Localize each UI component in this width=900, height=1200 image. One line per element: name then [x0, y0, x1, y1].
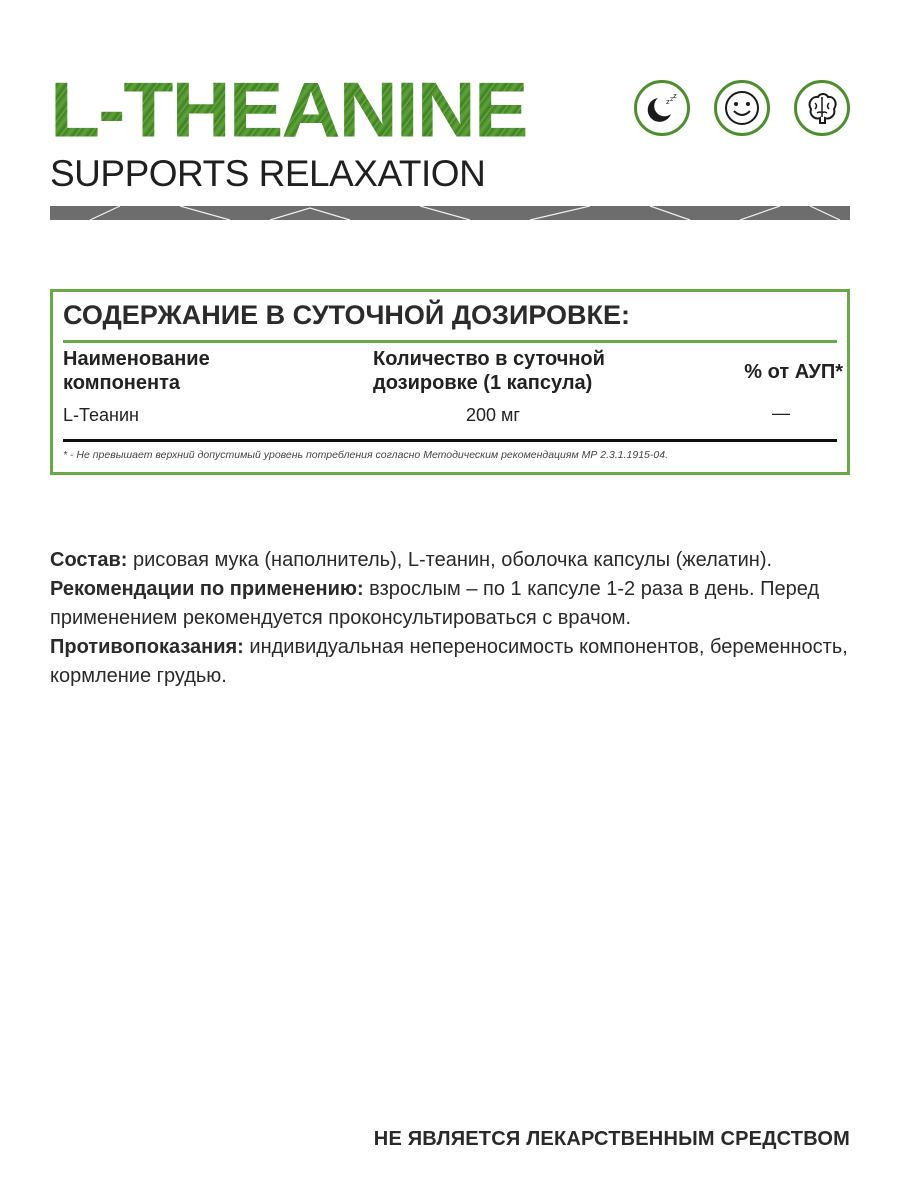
contraindications-label: Противопоказания:: [50, 636, 244, 658]
footnote: * - Не превышает верхний допустимый уровень потребления согласно Методическим рекомендациям МР 2.3.1.1915-04.: [63, 449, 668, 461]
ingredients-text: рисовая мука (наполнитель), L-теанин, оболочка капсулы (желатин).: [132, 549, 773, 571]
title-divider: [63, 340, 837, 343]
row-percent: —: [772, 403, 790, 423]
benefit-icons: [634, 80, 850, 136]
svg-text:z: z: [673, 92, 677, 100]
dosage-panel-title: СОДЕРЖАНИЕ В СУТОЧНОЙ ДОЗИРОВКЕ:: [63, 300, 631, 330]
brain-icon: [794, 80, 850, 136]
table-bottom-divider: [63, 439, 837, 442]
contraindications-text: индивидуальная непереносимость компонентов, беременность, кормление грудью.: [50, 636, 848, 687]
row-amount: 200 мг: [466, 405, 520, 425]
column-header-amount: Количество в суточной дозировке (1 капсула): [373, 348, 605, 394]
usage-paragraph: [50, 575, 850, 633]
composition-section: [50, 546, 850, 691]
dosage-panel: [50, 289, 850, 475]
header: [50, 60, 850, 220]
ingredients-label: Состав:: [50, 549, 128, 571]
row-component: L-Теанин: [63, 405, 139, 425]
column-header-component: Наименование компонента: [63, 348, 210, 394]
ingredients-paragraph: [50, 546, 850, 575]
column-header-percent: % от АУП*: [744, 361, 843, 383]
not-medicine-note: НЕ ЯВЛЯЕТСЯ ЛЕКАРСТВЕННЫМ СРЕДСТВОМ: [373, 1128, 850, 1150]
contraindications-paragraph: [50, 633, 850, 691]
svg-text:z: z: [666, 98, 670, 106]
decorative-band: [50, 206, 850, 220]
smiley-face-icon: [714, 80, 770, 136]
product-subtitle: SUPPORTS RELAXATION: [50, 153, 486, 194]
product-title: L-THEANINE: [50, 67, 527, 154]
usage-text: взрослым – по 1 капсуле 1-2 раза в день. Перед применением рекомендуется проконсультироваться с врачом.: [50, 578, 820, 629]
svg-text:z: z: [670, 96, 674, 103]
sleep-moon-icon: [634, 80, 690, 136]
usage-label: Рекомендации по применению:: [50, 578, 364, 600]
